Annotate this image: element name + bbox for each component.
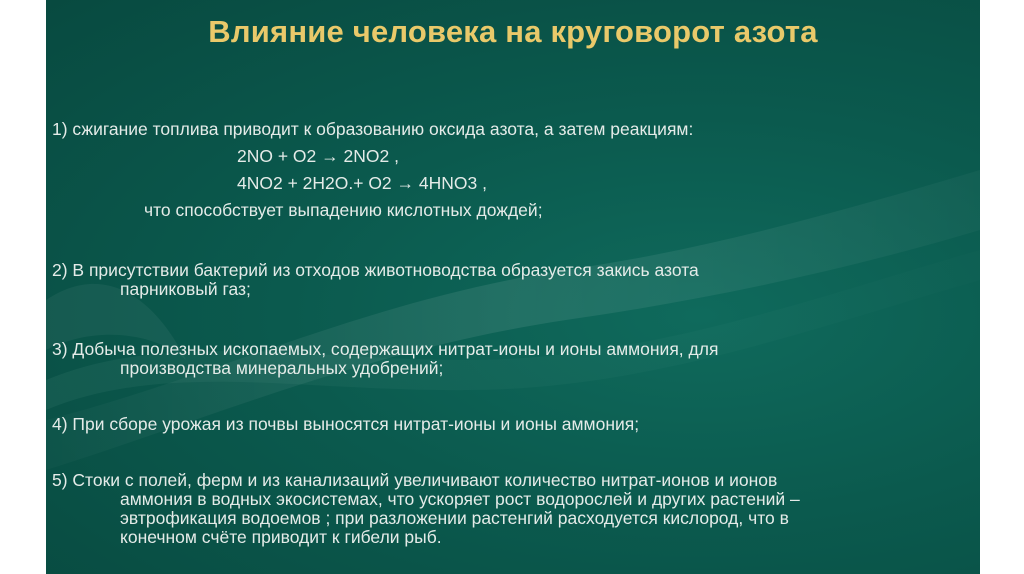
slide-title: Влияние человека на круговорот азота	[208, 14, 818, 49]
item-2-line-1: 2) В присутствии бактерий из отходов животноводства образуется закись азота	[52, 260, 699, 280]
item-1-reaction-1: 2NO + O2 → 2NO2 ,	[237, 146, 399, 166]
slide-body	[46, 0, 980, 574]
item-1-text: 1) сжигание топлива приводит к образованию оксида азота, а затем реакциям:	[52, 119, 694, 139]
item-1-reaction-2: 4NO2 + 2H2O.+ O2 → 4HNO3 ,	[237, 173, 487, 193]
presentation-slide	[46, 0, 980, 574]
item-5-line-1: 5) Стоки с полей, ферм и из канализаций увеличивают количество нитрат-ионов и ионов	[52, 470, 778, 490]
item-5-line-2: аммония в водных экосистемах, что ускоряет рост водорослей и других растений –	[120, 489, 800, 509]
item-1-result: что способствует выпадению кислотных дождей;	[144, 200, 543, 220]
item-2-line-2: парниковый газ;	[120, 279, 251, 299]
item-3-line-1: 3) Добыча полезных ископаемых, содержащих нитрат-ионы и ионы аммония, для	[52, 339, 719, 359]
item-5-line-4: конечном счёте приводит к гибели рыб.	[120, 527, 442, 547]
item-4-line-1: 4) При сборе урожая из почвы выносятся нитрат-ионы и ионы аммония;	[52, 414, 640, 434]
item-5-line-3: эвтрофикация водоемов ; при разложении растенгий расходуется кислород, что в	[120, 508, 789, 528]
item-3-line-2: производства минеральных удобрений;	[120, 358, 444, 378]
